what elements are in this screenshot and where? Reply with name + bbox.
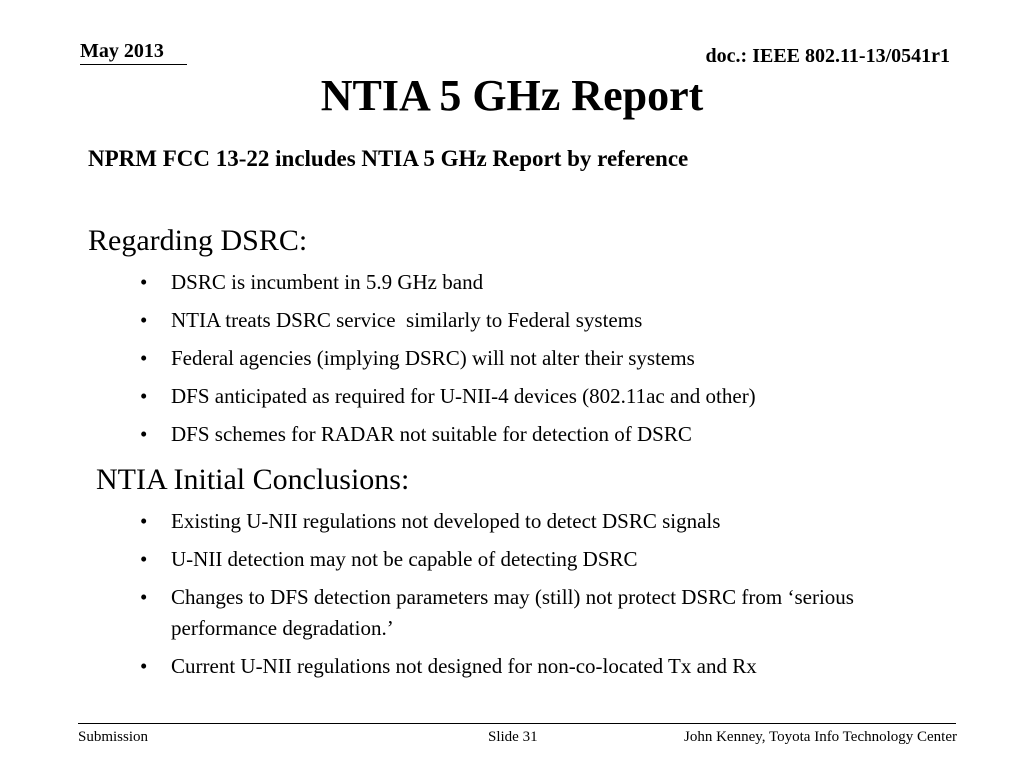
footer-author: John Kenney, Toyota Info Technology Center (684, 729, 957, 745)
bullet-dot-icon: • (140, 308, 148, 332)
slide-title: NTIA 5 GHz Report (320, 71, 704, 120)
bullet-item (140, 267, 940, 298)
footer-submission: Submission (78, 729, 149, 745)
bullet-text: NTIA treats DSRC service similarly to Federal systems (171, 308, 643, 332)
bullet-item (140, 544, 940, 575)
bullet-item (140, 506, 940, 537)
bullet-dot-icon: • (140, 422, 148, 446)
bullet-text: U-NII detection may not be capable of detecting DSRC (171, 547, 638, 571)
bullet-dot-icon: • (140, 547, 148, 571)
bullet-item (140, 419, 940, 450)
header-date: May 2013 (80, 40, 164, 62)
bullet-text: DSRC is incumbent in 5.9 GHz band (171, 270, 484, 294)
section-heading-ntia-initial-conclusions: NTIA Initial Conclusions: (96, 463, 410, 496)
bullet-dot-icon: • (140, 654, 148, 678)
bullet-dot-icon: • (140, 270, 148, 294)
bullet-text: Existing U-NII regulations not developed to detect DSRC signals (171, 509, 721, 533)
bullet-item (140, 651, 940, 682)
bullet-item (140, 343, 940, 374)
bullet-text: Changes to DFS detection parameters may (still) not protect DSRC from ‘serious performance degradation.’ (171, 585, 854, 640)
bullet-dot-icon: • (140, 384, 148, 408)
bullet-text: DFS anticipated as required for U-NII-4 devices (802.11ac and other) (171, 384, 756, 408)
bullet-item (140, 582, 940, 644)
bullet-dot-icon: • (140, 346, 148, 370)
footer-divider (78, 723, 956, 724)
slide-subtitle: NPRM FCC 13-22 includes NTIA 5 GHz Report by reference (88, 146, 689, 171)
bullet-text: Federal agencies (implying DSRC) will not alter their systems (171, 346, 695, 370)
header-document-id: doc.: IEEE 802.11-13/0541r1 (705, 45, 950, 67)
header-date-underline (80, 64, 187, 65)
bullet-text: DFS schemes for RADAR not suitable for detection of DSRC (171, 422, 692, 446)
section-heading-regarding-dsrc: Regarding DSRC: (88, 224, 308, 257)
bullet-list-ntia-conclusions (140, 506, 940, 689)
bullet-dot-icon: • (140, 585, 148, 609)
bullet-item (140, 381, 940, 412)
bullet-text: Current U-NII regulations not designed for non-co-located Tx and Rx (171, 654, 757, 678)
bullet-list-regarding-dsrc (140, 267, 940, 457)
bullet-item (140, 305, 940, 336)
bullet-dot-icon: • (140, 509, 148, 533)
footer-slide-number: Slide 31 (488, 729, 538, 745)
